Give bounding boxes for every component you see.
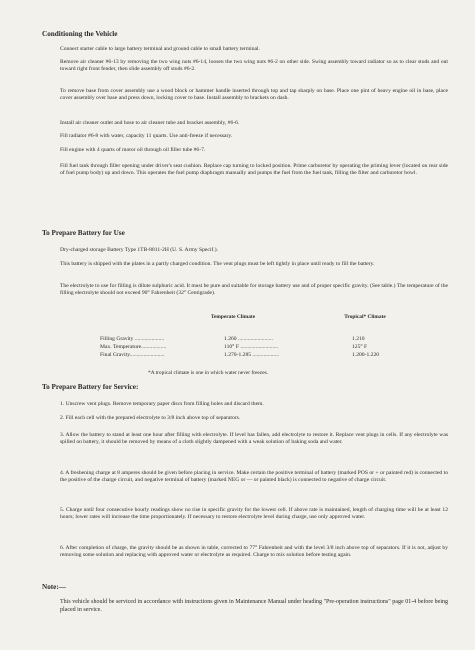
heading-prepare-battery: To Prepare Battery for Use bbox=[42, 229, 125, 237]
step-2: 2. Fill each cell with the prepared electrolyte to 3/8 inch above top of separators. bbox=[60, 415, 241, 421]
heading-prepare-service: To Prepare Battery for Service: bbox=[42, 383, 139, 391]
cell-temperate: 110° F ........................... bbox=[224, 344, 279, 350]
para-install-outlet: Install air cleaner outlet and hose to air cleaner tube and bracket assembly, #6-6. bbox=[60, 120, 240, 126]
table-row bbox=[100, 344, 400, 351]
para-fill-fuel: Fill fuel tank through filler opening under driver's seat cushion. Replace cap turning to locked position. Prime carburetor by operating the priming lever (located on rear side of fuel pump body) up and down. This operates the fuel pump diaphragm manually and pumps the fuel from the fuel tank, filling the filter and carburetor bowl. bbox=[60, 163, 448, 177]
step-3: 3. Allow the battery to stand at least one hour after filling with electrolyte. If level has fallen, add electrolyte to restore it. Replace vent plugs in cells. If any electrolyte was spilled on battery, it should be removed by means of a cloth slightly dampened with a weak solution of baking soda and water. bbox=[60, 432, 448, 446]
note-text: This vehicle should be serviced in accordance with instructions given in Maintenance Manual under heading "Pre-operation instructions" page 01-4 before being placed in service. bbox=[60, 599, 448, 613]
para-battery-shipped: This battery is shipped with the plates in a partly charged condition. The vent plugs must be left tightly in place until ready to fill the battery. bbox=[60, 261, 375, 267]
col-header-tropical: Tropical* Climate bbox=[344, 314, 386, 320]
cell-tropical: 1.210 bbox=[352, 336, 365, 342]
para-remove-base: To remove base from cover assembly use a wood block or hammer handle inserted through top and tap sharply on base. Place one pint of heavy engine oil in base, place cover assembly over base and press down, locking cover to base. Install assembly to brackets on dash. bbox=[60, 88, 448, 102]
heading-conditioning: Conditioning the Vehicle bbox=[42, 30, 118, 38]
cell-temperate: 1.270-1.285 ................... bbox=[224, 352, 280, 358]
step-1: 1. Unscrew vent plugs. Remove temporary paper discs from filling holes and discard them. bbox=[60, 401, 264, 407]
table-row bbox=[100, 352, 400, 359]
step-5: 5. Charge until four consecutive hourly readings show no rise in specific gravity for the lowest cell. If above rate is maintained, length of charging time will be at least 12 hours; lower rates will increase the time proportionately. If necessary to restore electrolyte level during charge, use only approved water. bbox=[60, 507, 448, 521]
row-label: Max. Temperature.................. bbox=[100, 344, 167, 350]
para-fill-radiator: Fill radiator #6-8 with water, capacity 11 quarts. Use anti-freeze if necessary. bbox=[60, 133, 233, 139]
para-battery-type: Dry-charged storage Battery Type 1TB-8811-2H (U. S. Army Specif.). bbox=[60, 247, 218, 253]
step-4: 4. A freshening charge at 8 amperes should be given before placing in service. Make certain the positive terminal of battery (marked POS or + or painted red) is connected to the positive of the charge circuit, and negative terminal of battery (marked NEG or — or painted black) is connected to negative of charge circuit. bbox=[60, 470, 448, 484]
heading-note: Note:— bbox=[42, 583, 66, 591]
col-header-temperate: Temperate Climate bbox=[210, 314, 256, 320]
para-remove-air-cleaner: Remove air cleaner #6-13 by removing the two wing nuts #6-14, loosen the two wing nuts #6-2 on other side. Swing assembly toward radiator so as to clear studs and out toward right front fender, then slide assembly off studs #6-2. bbox=[60, 59, 448, 73]
para-electrolyte: The electrolyte to use for filling is dilute sulphuric acid. It must be pure and suitable for storage battery use and of proper specific gravity. (See table.) The temperature of the filling electrolyte should not exceed 90° Fahrenheit (32° Centigrade). bbox=[60, 283, 448, 297]
row-label: Final Gravity......................... bbox=[100, 352, 165, 358]
para-fill-engine: Fill engine with 4 quarts of motor oil through oil filler tube #6-7. bbox=[60, 147, 206, 153]
cell-tropical: 125° F bbox=[352, 344, 368, 350]
table-footnote: *A tropical climate is one in which water never freezes. bbox=[148, 370, 269, 376]
table-row bbox=[100, 336, 400, 343]
cell-tropical: 1.200-1.220 bbox=[352, 352, 380, 358]
cell-temperate: 1.260 ......................... bbox=[224, 336, 273, 342]
step-6: 6. After completion of charge, the gravity should be as shown in table, corrected to 77° Fahrenheit and with the level 3/8 inch above top of separators. If it is not, adjust by removing some solution and replacing with approved water or electrolyte as required. Charge to mix solution before testing again. bbox=[60, 545, 448, 559]
para-connect-starter: Connect starter cable to large battery terminal and ground cable to small battery terminal. bbox=[60, 46, 260, 52]
row-label: Filling Gravity ..................... bbox=[100, 336, 165, 342]
